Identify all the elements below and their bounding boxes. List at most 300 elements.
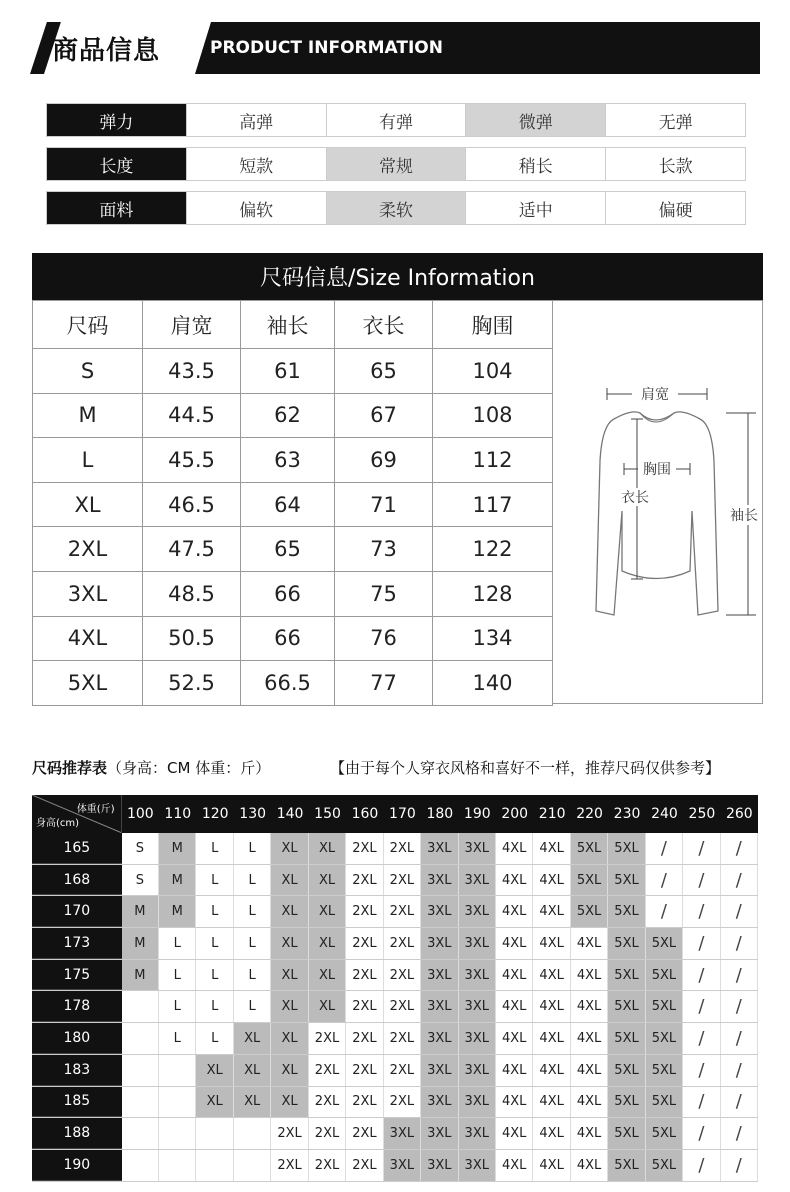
recommend-cell: / (646, 865, 683, 896)
recommend-cell: XL (309, 928, 346, 959)
size-cell: 66.5 (241, 661, 335, 706)
recommend-cell: 5XL (571, 865, 608, 896)
recommend-cell: 4XL (533, 833, 570, 864)
recommend-cell: XL (271, 928, 308, 959)
recommend-cell: 4XL (496, 833, 533, 864)
recommend-cell: / (683, 1150, 720, 1181)
size-cell: 71 (335, 482, 433, 527)
attribute-row (46, 103, 746, 137)
tshirt-diagram-icon (552, 301, 763, 705)
size-cell: 77 (335, 661, 433, 706)
recommend-cell: 4XL (571, 1055, 608, 1086)
recommend-cell: 5XL (646, 928, 683, 959)
recommend-cell: 2XL (384, 1055, 421, 1086)
recommend-cell: 4XL (571, 1023, 608, 1054)
size-cell: 47.5 (143, 527, 241, 572)
table-row (33, 349, 553, 394)
recommend-cell: 4XL (496, 896, 533, 927)
recommend-cell: 4XL (571, 1087, 608, 1118)
recommend-header-row (32, 795, 758, 833)
recommend-cell: L (234, 865, 271, 896)
recommend-cell: 4XL (533, 1055, 570, 1086)
recommend-cell (196, 1150, 233, 1181)
garment-diagram (552, 300, 763, 704)
recommend-cell: 5XL (608, 1150, 645, 1181)
recommend-cell: L (234, 833, 271, 864)
recommend-cell: 2XL (271, 1150, 308, 1181)
recommend-cell: 4XL (496, 1055, 533, 1086)
recommend-cell: L (159, 928, 196, 959)
weight-header: 220 (576, 806, 603, 822)
recommend-cell: M (159, 865, 196, 896)
table-row (32, 1023, 758, 1055)
recommend-cell: L (196, 865, 233, 896)
recommend-cell: 3XL (421, 896, 458, 927)
recommend-cell: XL (309, 960, 346, 991)
recommend-cell: 3XL (421, 1118, 458, 1149)
recommend-cell: 2XL (346, 833, 383, 864)
recommend-cell: 5XL (646, 1118, 683, 1149)
recommend-cell: 2XL (346, 1118, 383, 1149)
recommend-cell: 2XL (384, 928, 421, 959)
size-cell: 52.5 (143, 661, 241, 706)
recommend-cell: 4XL (571, 991, 608, 1022)
recommend-cell: 3XL (459, 1087, 496, 1118)
recommend-cell: L (196, 960, 233, 991)
attribute-label: 长度 (47, 148, 186, 180)
recommend-cell: 3XL (459, 865, 496, 896)
table-row (33, 438, 553, 483)
attribute-option: 适中 (465, 192, 605, 224)
recommend-cell: 2XL (271, 1118, 308, 1149)
recommend-cell: L (196, 1023, 233, 1054)
table-row (33, 616, 553, 661)
size-cell: 117 (433, 482, 553, 527)
recommend-cell: / (721, 1150, 758, 1181)
recommend-cell: 3XL (421, 1087, 458, 1118)
recommend-cell: 5XL (608, 1087, 645, 1118)
recommend-cell: L (196, 833, 233, 864)
recommend-cell: 2XL (346, 1150, 383, 1181)
size-cell: 61 (241, 349, 335, 394)
recommend-cell: 2XL (309, 1023, 346, 1054)
recommend-cell: 3XL (421, 1023, 458, 1054)
recommend-cell: 4XL (496, 928, 533, 959)
recommend-cell: 3XL (384, 1118, 421, 1149)
height-header: 165 (32, 833, 122, 864)
recommend-cell: XL (309, 896, 346, 927)
attribute-option-selected: 微弹 (465, 104, 605, 136)
recommend-cell: 4XL (533, 991, 570, 1022)
recommend-cell: / (721, 865, 758, 896)
recommend-cell: XL (234, 1023, 271, 1054)
size-cell: 134 (433, 616, 553, 661)
recommend-cell: XL (234, 1087, 271, 1118)
recommend-cell: 3XL (421, 833, 458, 864)
recommend-cell: L (234, 960, 271, 991)
recommend-cell: 4XL (496, 1150, 533, 1181)
recommend-cell: XL (271, 833, 308, 864)
recommend-cell: / (683, 1023, 720, 1054)
recommend-cell: 2XL (384, 1087, 421, 1118)
weight-header: 160 (351, 806, 379, 822)
recommend-cell: 2XL (384, 1023, 421, 1054)
recommend-cell: 5XL (608, 960, 645, 991)
size-cell: M (33, 393, 143, 438)
table-row (32, 1055, 758, 1087)
recommend-cell: / (683, 960, 720, 991)
recommend-cell: / (683, 1087, 720, 1118)
recommend-cell: 5XL (608, 896, 645, 927)
weight-header: 170 (389, 806, 416, 822)
recommend-cell (159, 1150, 196, 1181)
recommend-cell (122, 991, 159, 1022)
attribute-option: 长款 (605, 148, 745, 180)
recommend-cell: / (721, 928, 758, 959)
recommend-cell: M (122, 928, 159, 959)
recommend-cell: L (159, 960, 196, 991)
table-row (32, 833, 758, 865)
recommend-cell: L (234, 991, 271, 1022)
height-header: 168 (32, 865, 122, 896)
recommend-cell: 4XL (533, 1023, 570, 1054)
recommend-grid (32, 795, 758, 1182)
recommend-cell: 3XL (421, 928, 458, 959)
weight-header: 110 (164, 806, 192, 822)
recommend-cell: / (683, 1118, 720, 1149)
recommend-cell: / (721, 1023, 758, 1054)
recommend-cell: XL (309, 833, 346, 864)
table-row (33, 393, 553, 438)
size-cell: 112 (433, 438, 553, 483)
table-row (33, 571, 553, 616)
size-cell: 4XL (33, 616, 143, 661)
size-cell: 128 (433, 571, 553, 616)
recommend-cell: 3XL (459, 896, 496, 927)
recommend-cell (122, 1087, 159, 1118)
recommend-cell: 2XL (346, 1023, 383, 1054)
recommend-cell: 5XL (646, 991, 683, 1022)
recommend-cell: 2XL (346, 1055, 383, 1086)
size-cell: 76 (335, 616, 433, 661)
recommend-cell: 3XL (421, 991, 458, 1022)
recommend-cell: M (159, 833, 196, 864)
recommend-cell: 2XL (346, 865, 383, 896)
recommend-cell: 5XL (571, 896, 608, 927)
diagram-length-label: 衣长 (621, 490, 649, 506)
size-cell: 50.5 (143, 616, 241, 661)
size-cell: 140 (433, 661, 553, 706)
attribute-option: 偏软 (186, 192, 326, 224)
recommend-cell: 3XL (459, 928, 496, 959)
attribute-row (46, 191, 746, 225)
recommend-cell: 2XL (384, 865, 421, 896)
attribute-option: 短款 (186, 148, 326, 180)
recommend-cell: 3XL (421, 1150, 458, 1181)
recommend-cell: 4XL (533, 896, 570, 927)
recommend-cell: 3XL (384, 1150, 421, 1181)
attribute-option: 稍长 (465, 148, 605, 180)
recommend-cell: XL (234, 1055, 271, 1086)
size-cell: XL (33, 482, 143, 527)
height-header: 175 (32, 960, 122, 991)
recommend-cell: 2XL (384, 833, 421, 864)
recommend-cell: 4XL (533, 1150, 570, 1181)
recommend-cell (122, 1023, 159, 1054)
size-cell: 66 (241, 616, 335, 661)
recommend-cell: 4XL (533, 928, 570, 959)
table-row (32, 1150, 758, 1182)
attribute-label: 弹力 (47, 104, 186, 136)
height-header: 180 (32, 1023, 122, 1054)
recommend-cell: 4XL (496, 1118, 533, 1149)
recommend-cell: 2XL (309, 1087, 346, 1118)
recommend-cell: 2XL (384, 960, 421, 991)
size-info-title: 尺码信息/Size Information (32, 253, 763, 300)
height-header: 190 (32, 1150, 122, 1181)
recommend-cell: L (234, 928, 271, 959)
recommend-cell: XL (309, 991, 346, 1022)
recommend-cell: 3XL (459, 960, 496, 991)
size-cell: 75 (335, 571, 433, 616)
recommend-title: 尺码推荐表（身高：CM 体重：斤） (32, 759, 271, 777)
recommend-cell: 2XL (346, 960, 383, 991)
attribute-option: 有弹 (326, 104, 466, 136)
recommend-cell: 3XL (421, 960, 458, 991)
weight-header: 130 (239, 806, 267, 822)
recommend-cell: 4XL (496, 865, 533, 896)
recommend-cell: 5XL (646, 1087, 683, 1118)
recommend-cell: 5XL (646, 1023, 683, 1054)
recommend-cell: / (646, 896, 683, 927)
size-info-table (32, 300, 553, 706)
recommend-cell: 2XL (384, 896, 421, 927)
recommend-cell (196, 1118, 233, 1149)
recommend-cell: XL (271, 896, 308, 927)
attribute-option: 无弹 (605, 104, 745, 136)
recommend-cell: 2XL (309, 1055, 346, 1086)
recommend-cell: 3XL (459, 1150, 496, 1181)
recommend-cell: 4XL (533, 960, 570, 991)
recommend-cell: / (683, 991, 720, 1022)
table-row (32, 896, 758, 928)
attribute-label: 面料 (47, 192, 186, 224)
recommend-cell: 5XL (571, 833, 608, 864)
size-column-header: 衣长 (335, 301, 433, 349)
recommend-cell: / (683, 865, 720, 896)
size-cell: L (33, 438, 143, 483)
size-column-header: 尺码 (33, 301, 143, 349)
recommend-cell: / (721, 833, 758, 864)
recommend-cell: / (721, 1055, 758, 1086)
recommend-cell (234, 1118, 271, 1149)
size-cell: 64 (241, 482, 335, 527)
recommend-cell: / (721, 960, 758, 991)
recommend-cell: XL (309, 865, 346, 896)
recommend-cell (122, 1118, 159, 1149)
size-cell: 73 (335, 527, 433, 572)
recommend-cell: 4XL (533, 865, 570, 896)
attribute-option: 偏硬 (605, 192, 745, 224)
recommend-note: 【由于每个人穿衣风格和喜好不一样，推荐尺码仅供参考】 (330, 759, 721, 777)
table-row (32, 928, 758, 960)
recommend-cell: 2XL (346, 991, 383, 1022)
recommend-cell: / (683, 1055, 720, 1086)
recommend-cell: / (721, 1087, 758, 1118)
size-column-header: 胸围 (433, 301, 553, 349)
size-column-header: 袖长 (241, 301, 335, 349)
size-cell: 44.5 (143, 393, 241, 438)
size-cell: 63 (241, 438, 335, 483)
table-row (32, 1087, 758, 1119)
height-header: 183 (32, 1055, 122, 1086)
recommend-cell: / (646, 833, 683, 864)
recommend-cell: 4XL (533, 1118, 570, 1149)
size-cell: 69 (335, 438, 433, 483)
recommend-cell: XL (271, 960, 308, 991)
recommend-cell: 3XL (421, 1055, 458, 1086)
recommend-cell: 4XL (571, 1150, 608, 1181)
recommend-cell: 4XL (533, 1087, 570, 1118)
banner-title-en: PRODUCT INFORMATION (210, 38, 443, 58)
diagram-chest-label: 胸围 (643, 462, 671, 478)
attribute-option: 高弹 (186, 104, 326, 136)
recommend-cell: 5XL (608, 928, 645, 959)
weight-header: 140 (276, 806, 304, 822)
table-row (33, 527, 553, 572)
recommend-cell: M (159, 896, 196, 927)
size-cell: 5XL (33, 661, 143, 706)
recommend-cell: 2XL (309, 1118, 346, 1149)
recommend-cell: 2XL (346, 896, 383, 927)
size-cell: 108 (433, 393, 553, 438)
diagram-sleeve-label: 袖长 (730, 508, 758, 524)
weight-header: 190 (463, 806, 491, 822)
table-row (32, 991, 758, 1023)
recommend-cell: 5XL (608, 865, 645, 896)
recommend-cell: / (683, 833, 720, 864)
recommend-cell: / (683, 896, 720, 927)
recommend-cell: 2XL (346, 928, 383, 959)
table-row (32, 865, 758, 897)
recommend-cell: / (683, 928, 720, 959)
size-cell: 45.5 (143, 438, 241, 483)
recommend-cell: 4XL (496, 1087, 533, 1118)
recommend-cell: 3XL (421, 865, 458, 896)
attribute-option-selected: 柔软 (326, 192, 466, 224)
recommend-cell (159, 1055, 196, 1086)
recommend-cell: 4XL (496, 960, 533, 991)
recommend-cell (159, 1118, 196, 1149)
recommend-corner (32, 795, 122, 833)
recommend-cell: L (159, 1023, 196, 1054)
height-header: 170 (32, 896, 122, 927)
recommend-cell: 2XL (309, 1150, 346, 1181)
diagram-shoulder-label: 肩宽 (641, 387, 669, 403)
recommend-cell (159, 1087, 196, 1118)
product-info-banner (30, 22, 760, 74)
recommend-cell: L (234, 896, 271, 927)
recommend-cell: 5XL (646, 1055, 683, 1086)
recommend-cell: 3XL (459, 991, 496, 1022)
height-header: 188 (32, 1118, 122, 1149)
recommend-cell: L (196, 896, 233, 927)
recommend-cell: XL (271, 1023, 308, 1054)
size-cell: 46.5 (143, 482, 241, 527)
corner-weight-label: 体重(斤) (76, 804, 115, 815)
size-cell: 48.5 (143, 571, 241, 616)
recommend-cell (122, 1150, 159, 1181)
recommend-cell: / (721, 896, 758, 927)
recommend-cell: XL (271, 991, 308, 1022)
attribute-option-selected: 常规 (326, 148, 466, 180)
size-cell: 43.5 (143, 349, 241, 394)
recommend-cell: 3XL (459, 1023, 496, 1054)
size-cell: 2XL (33, 527, 143, 572)
size-cell: S (33, 349, 143, 394)
size-cell: 122 (433, 527, 553, 572)
table-row (32, 1118, 758, 1150)
weight-header: 260 (725, 806, 753, 822)
size-cell: 65 (241, 527, 335, 572)
recommend-cell: 3XL (459, 833, 496, 864)
weight-header: 150 (314, 806, 341, 822)
recommend-cell: 4XL (571, 1118, 608, 1149)
recommend-cell: 4XL (571, 960, 608, 991)
recommend-cell: 3XL (459, 1055, 496, 1086)
attribute-row (46, 147, 746, 181)
table-row (32, 960, 758, 992)
height-header: 178 (32, 991, 122, 1022)
recommend-cell: M (122, 896, 159, 927)
height-header: 173 (32, 928, 122, 959)
size-cell: 67 (335, 393, 433, 438)
recommend-cell: 4XL (571, 928, 608, 959)
weight-header: 200 (501, 806, 529, 822)
size-cell: 65 (335, 349, 433, 394)
recommend-cell: S (122, 833, 159, 864)
recommend-cell: 5XL (608, 1055, 645, 1086)
size-cell: 62 (241, 393, 335, 438)
recommend-cell: 5XL (646, 960, 683, 991)
recommend-cell: 4XL (496, 991, 533, 1022)
recommend-cell: L (196, 991, 233, 1022)
size-cell: 104 (433, 349, 553, 394)
weight-header: 240 (651, 806, 678, 822)
recommend-cell (122, 1055, 159, 1086)
weight-header: 180 (426, 806, 454, 822)
table-row (33, 482, 553, 527)
recommend-cell (234, 1150, 271, 1181)
size-column-header: 肩宽 (143, 301, 241, 349)
banner-title-cn: 商品信息 (52, 36, 161, 66)
weight-header: 250 (688, 806, 716, 822)
recommend-cell: 5XL (646, 1150, 683, 1181)
recommend-cell: S (122, 865, 159, 896)
recommend-cell: L (196, 928, 233, 959)
recommend-cell: 2XL (346, 1087, 383, 1118)
recommend-cell: 5XL (608, 1023, 645, 1054)
size-cell: 66 (241, 571, 335, 616)
recommend-cell: 5XL (608, 991, 645, 1022)
recommend-cell: 3XL (459, 1118, 496, 1149)
recommend-cell: XL (196, 1055, 233, 1086)
recommend-cell: 2XL (384, 991, 421, 1022)
recommend-cell: XL (271, 1055, 308, 1086)
recommend-cell: XL (271, 865, 308, 896)
weight-header: 100 (126, 806, 154, 822)
table-row (33, 661, 553, 706)
